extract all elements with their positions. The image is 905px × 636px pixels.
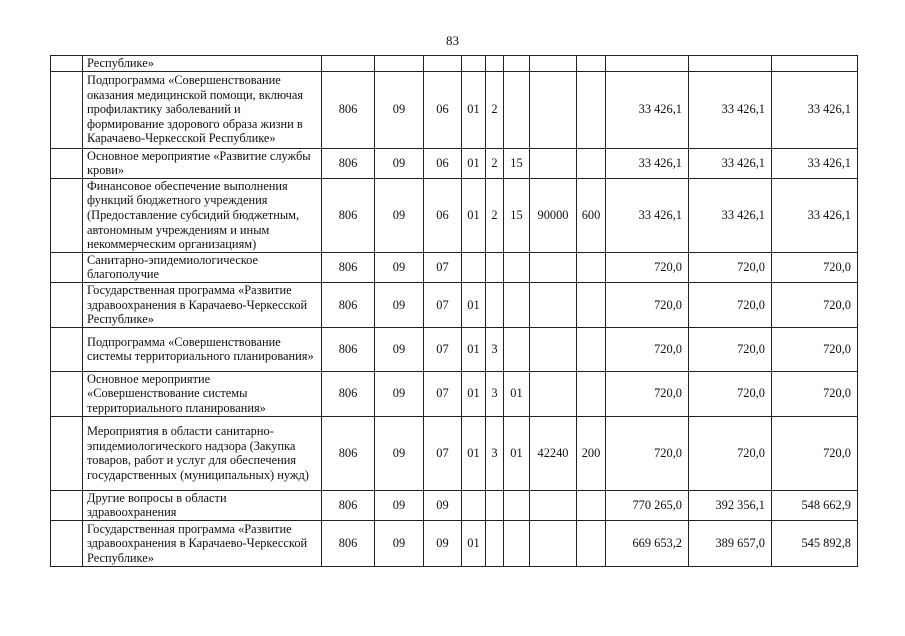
target-code-measure: 15 [504,148,530,178]
ved-code [322,56,375,72]
target-code-direction [530,327,577,371]
table-row [51,371,858,416]
row-name: Основное мероприятие «Развитие службы крови» [83,148,322,178]
target-code-program: 01 [462,327,486,371]
target-code-subprogram [486,252,504,282]
target-code-measure: 01 [504,416,530,490]
sum-year-3: 720,0 [772,327,858,371]
subsection-code: 09 [424,520,462,566]
sum-year-3: 720,0 [772,371,858,416]
table-row [51,178,858,252]
subsection-code: 07 [424,327,462,371]
target-code-program [462,56,486,72]
target-code-subprogram: 2 [486,148,504,178]
row-name: Санитарно-эпидемиологическое благополучие [83,252,322,282]
target-code-subprogram: 2 [486,71,504,148]
row-name: Мероприятия в области санитарно-эпидемиологического надзора (Закупка товаров, работ и услуг для обеспечения государственных (муниципальных) нужд) [83,416,322,490]
section-code: 09 [375,282,424,327]
table-row [51,252,858,282]
table-row [51,56,858,72]
blank-cell [51,416,83,490]
table-row [51,416,858,490]
target-code-program: 01 [462,520,486,566]
ved-code: 806 [322,178,375,252]
target-code-measure [504,520,530,566]
sum-year-1: 669 653,2 [606,520,689,566]
sum-year-3: 720,0 [772,416,858,490]
subsection-code: 06 [424,148,462,178]
section-code: 09 [375,178,424,252]
expense-type-code [577,490,606,520]
target-code-direction [530,371,577,416]
target-code-direction [530,56,577,72]
sum-year-1: 770 265,0 [606,490,689,520]
sum-year-1: 720,0 [606,327,689,371]
blank-cell [51,490,83,520]
expense-type-code [577,327,606,371]
ved-code: 806 [322,252,375,282]
target-code-subprogram [486,520,504,566]
subsection-code [424,56,462,72]
target-code-direction [530,71,577,148]
section-code: 09 [375,71,424,148]
expense-type-code [577,282,606,327]
table-row [51,520,858,566]
sum-year-2 [689,56,772,72]
section-code: 09 [375,148,424,178]
table-row [51,71,858,148]
row-name: Основное мероприятие «Совершенствование системы территориального планирования» [83,371,322,416]
ved-code: 806 [322,282,375,327]
blank-cell [51,71,83,148]
target-code-direction: 90000 [530,178,577,252]
subsection-code: 06 [424,71,462,148]
ved-code: 806 [322,520,375,566]
target-code-subprogram: 3 [486,327,504,371]
target-code-direction [530,282,577,327]
blank-cell [51,56,83,72]
expense-type-code [577,148,606,178]
target-code-measure [504,252,530,282]
target-code-program: 01 [462,71,486,148]
blank-cell [51,371,83,416]
section-code: 09 [375,371,424,416]
subsection-code: 06 [424,178,462,252]
target-code-program: 01 [462,148,486,178]
target-code-program [462,490,486,520]
sum-year-1: 720,0 [606,416,689,490]
ved-code: 806 [322,71,375,148]
expense-type-code: 600 [577,178,606,252]
table-row [51,282,858,327]
target-code-direction [530,520,577,566]
section-code: 09 [375,520,424,566]
section-code: 09 [375,490,424,520]
target-code-measure [504,71,530,148]
table-row [51,148,858,178]
sum-year-2: 720,0 [689,252,772,282]
blank-cell [51,252,83,282]
sum-year-1: 720,0 [606,252,689,282]
sum-year-1: 33 426,1 [606,148,689,178]
ved-code: 806 [322,327,375,371]
section-code: 09 [375,327,424,371]
ved-code: 806 [322,148,375,178]
sum-year-2: 33 426,1 [689,71,772,148]
budget-table [50,55,858,567]
expense-type-code [577,56,606,72]
row-name: Подпрограмма «Совершенствование оказания медицинской помощи, включая профилактику заболеваний и формирование здорового образа жизни в Карачаево-Черкесской Республике» [83,71,322,148]
expense-type-code [577,252,606,282]
row-name: Государственная программа «Развитие здравоохранения в Карачаево-Черкесской Республике» [83,282,322,327]
expense-type-code [577,371,606,416]
row-name: Республике» [83,56,322,72]
row-name: Подпрограмма «Совершенствование системы территориального планирования» [83,327,322,371]
target-code-direction [530,252,577,282]
target-code-measure [504,56,530,72]
ved-code: 806 [322,371,375,416]
sum-year-3 [772,56,858,72]
sum-year-1: 720,0 [606,282,689,327]
target-code-program: 01 [462,416,486,490]
target-code-direction [530,490,577,520]
blank-cell [51,148,83,178]
table-row [51,490,858,520]
sum-year-2: 720,0 [689,327,772,371]
ved-code: 806 [322,490,375,520]
target-code-direction [530,148,577,178]
sum-year-3: 33 426,1 [772,71,858,148]
sum-year-2: 389 657,0 [689,520,772,566]
section-code [375,56,424,72]
sum-year-1: 33 426,1 [606,178,689,252]
sum-year-2: 720,0 [689,416,772,490]
subsection-code: 07 [424,282,462,327]
target-code-program [462,252,486,282]
table-row [51,327,858,371]
expense-type-code [577,520,606,566]
target-code-subprogram: 3 [486,371,504,416]
ved-code: 806 [322,416,375,490]
target-code-measure: 01 [504,371,530,416]
blank-cell [51,520,83,566]
sum-year-3: 720,0 [772,252,858,282]
target-code-measure [504,282,530,327]
target-code-measure [504,327,530,371]
row-name: Финансовое обеспечение выполнения функций бюджетного учреждения (Предоставление субсидий бюджетным, автономным учреждениям и иным некоммерческим организациям) [83,178,322,252]
sum-year-3: 545 892,8 [772,520,858,566]
target-code-subprogram [486,56,504,72]
sum-year-1: 720,0 [606,371,689,416]
subsection-code: 07 [424,252,462,282]
subsection-code: 09 [424,490,462,520]
sum-year-1: 33 426,1 [606,71,689,148]
section-code: 09 [375,252,424,282]
row-name: Государственная программа «Развитие здравоохранения в Карачаево-Черкесской Республике» [83,520,322,566]
table-body [51,56,858,567]
sum-year-3: 33 426,1 [772,178,858,252]
target-code-subprogram [486,282,504,327]
target-code-program: 01 [462,371,486,416]
sum-year-2: 720,0 [689,371,772,416]
target-code-program: 01 [462,178,486,252]
sum-year-2: 33 426,1 [689,148,772,178]
sum-year-2: 392 356,1 [689,490,772,520]
sum-year-3: 548 662,9 [772,490,858,520]
subsection-code: 07 [424,416,462,490]
target-code-subprogram: 3 [486,416,504,490]
target-code-measure [504,490,530,520]
target-code-subprogram [486,490,504,520]
expense-type-code [577,71,606,148]
sum-year-3: 33 426,1 [772,148,858,178]
blank-cell [51,178,83,252]
target-code-direction: 42240 [530,416,577,490]
row-name: Другие вопросы в области здравоохранения [83,490,322,520]
sum-year-2: 33 426,1 [689,178,772,252]
sum-year-3: 720,0 [772,282,858,327]
target-code-program: 01 [462,282,486,327]
subsection-code: 07 [424,371,462,416]
sum-year-1 [606,56,689,72]
blank-cell [51,327,83,371]
section-code: 09 [375,416,424,490]
target-code-subprogram: 2 [486,178,504,252]
target-code-measure: 15 [504,178,530,252]
sum-year-2: 720,0 [689,282,772,327]
expense-type-code: 200 [577,416,606,490]
blank-cell [51,282,83,327]
page-number: 83 [446,33,459,48]
